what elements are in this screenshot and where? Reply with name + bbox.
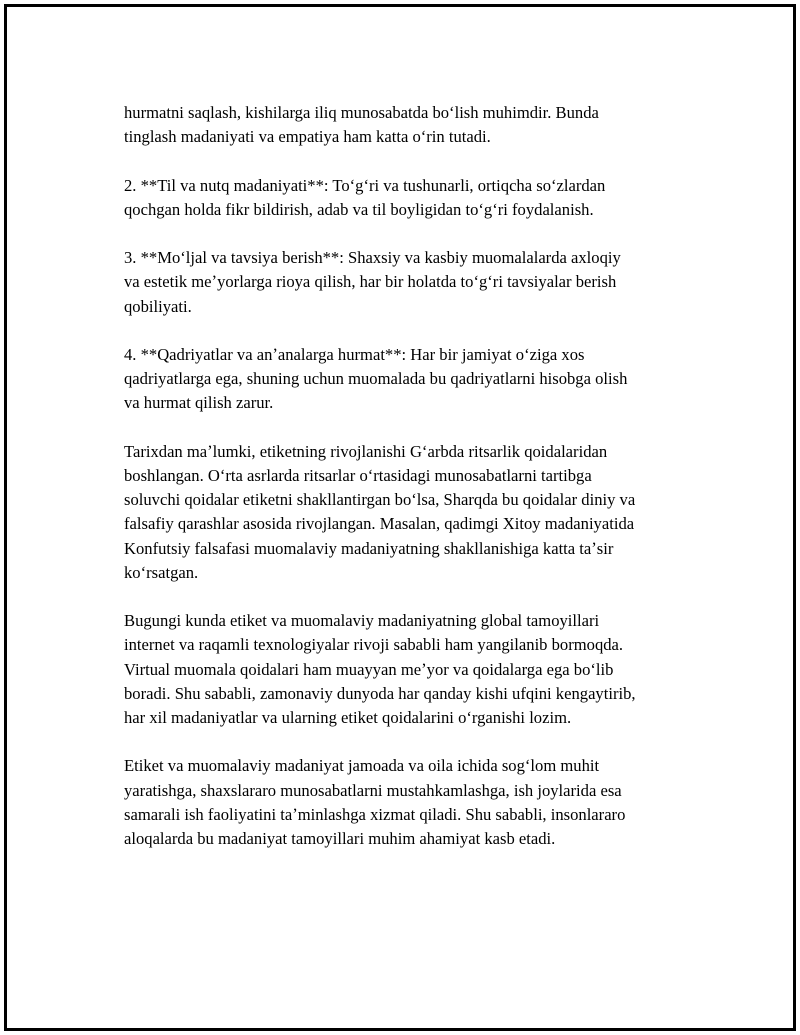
text-line: samarali ish faoliyatini taʼminlashga xizmat qiladi. Shu sababli, insonlararo [124,804,626,824]
text-line: falsafiy qarashlar asosida rivojlangan. Masalan, qadimgi Xitoy madaniyatida [124,514,635,534]
text-line: boradi. Shu sababli, zamonaviy dunyoda har qanday kishi ufqini kengaytirib, [124,683,636,703]
paragraph-6 [124,609,714,730]
text-line: Tarixdan maʼlumki, etiketning rivojlanishi Gʻarbda ritsarlik qoidalaridan [124,441,608,461]
paragraph-2 [124,174,714,222]
text-line: hurmatni saqlash, kishilarga iliq munosabatda boʻlish muhimdir. Bunda [124,103,599,122]
paragraph-7 [124,754,714,851]
paragraph-1 [124,101,714,149]
document-body [124,101,714,875]
text-line: soluvchi qoidalar etiketni shakllantirgan boʻlsa, Sharqda bu qoidalar diniy va [124,490,636,510]
text-line: aloqalarda bu madaniyat tamoyillari muhim ahamiyat kasb etadi. [124,829,556,848]
text-line: 4. **Qadriyatlar va anʼanalarga hurmat**: Har bir jamiyat oʻziga xos [124,344,585,364]
text-line: va estetik meʼyorlarga rioya qilish, har bir holatda toʻgʻri tavsiyalar berish [124,272,617,292]
text-line: Bugungi kunda etiket va muomalaviy madaniyatning global tamoyillari [124,611,600,631]
text-line: va hurmat qilish zarur. [124,393,274,413]
paragraph-3 [124,246,714,319]
text-line: tinglash madaniyati va empatiya ham katta oʻrin tutadi. [124,127,491,147]
text-line: qochgan holda fikr bildirish, adab va til boyligidan toʻgʻri foydalanish. [124,199,594,219]
page-frame [4,4,796,1031]
paragraph-4 [124,343,714,416]
text-line: yaratishga, shaxslararo munosabatlarni mustahkamlashga, ish joylarida esa [124,780,622,800]
text-line: Virtual muomala qoidalari ham muayyan meʼyor va qoidalarga ega boʻlib [124,659,614,679]
text-line: 2. **Til va nutq madaniyati**: Toʻgʻri va tushunarli, ortiqcha soʻzlardan [124,175,606,195]
paragraph-5 [124,440,714,585]
text-line: qobiliyati. [124,296,192,316]
text-line: Konfutsiy falsafasi muomalaviy madaniyatning shakllanishiga katta taʼsir [124,538,614,558]
text-line: koʻrsatgan. [124,562,199,582]
text-line: boshlangan. Oʻrta asrlarda ritsarlar oʻrtasidagi munosabatlarni tartibga [124,465,592,485]
text-line: 3. **Moʻljal va tavsiya berish**: Shaxsiy va kasbiy muomalalarda axloqiy [124,248,621,268]
text-line: Etiket va muomalaviy madaniyat jamoada va oila ichida sogʻlom muhit [124,756,600,776]
text-line: qadriyatlarga ega, shuning uchun muomalada bu qadriyatlarni hisobga olish [124,369,628,389]
text-line: har xil madaniyatlar va ularning etiket qoidalarini oʻrganishi lozim. [124,708,572,727]
text-line: internet va raqamli texnologiyalar rivoji sababli ham yangilanib bormoqda. [124,635,624,655]
